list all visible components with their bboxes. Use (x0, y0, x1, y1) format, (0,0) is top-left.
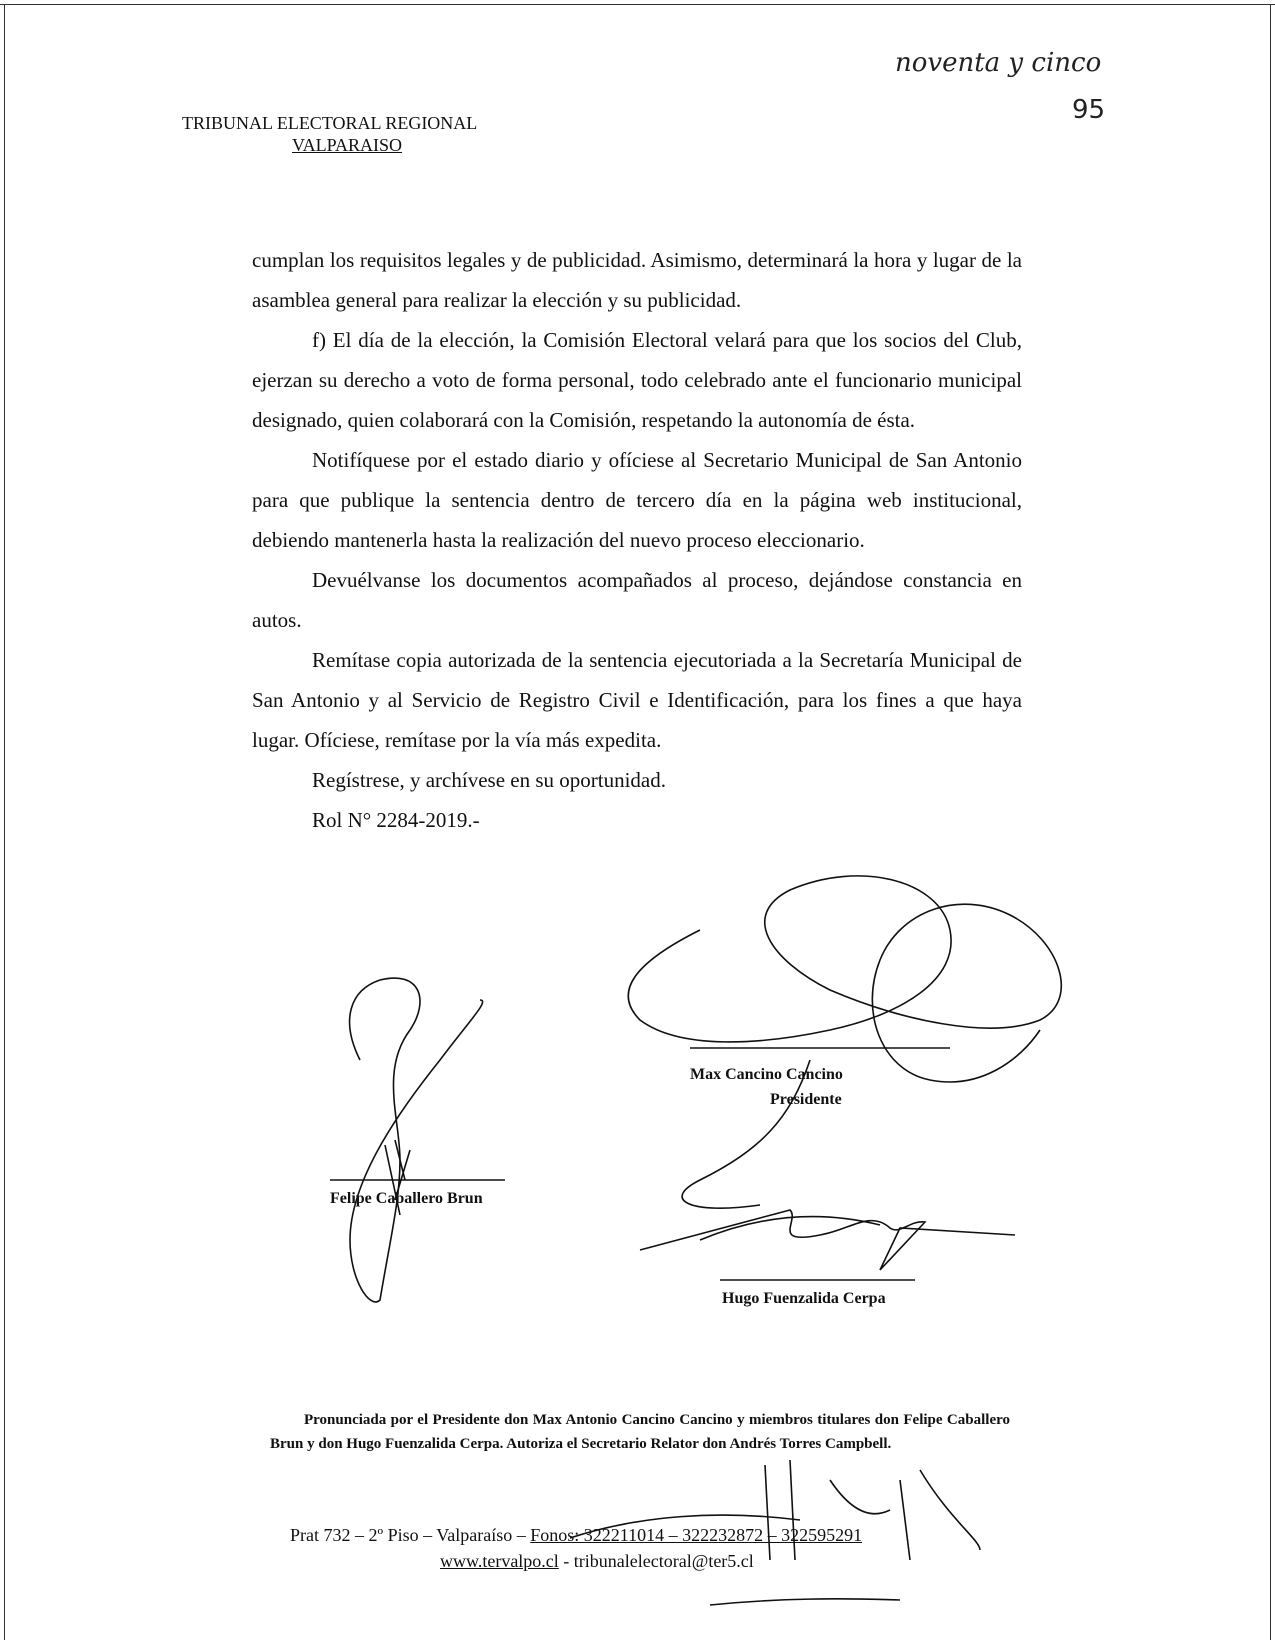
paragraph-3: Notifíquese por el estado diario y ofíciese al Secretario Municipal de San Antonio para que publique la sentencia dentro de tercero día en la página web institucional, debiendo mantenerla hasta la realización del nuevo proceso eleccionario. (252, 448, 1022, 552)
separator: - (558, 1551, 574, 1571)
paragraph-7: Rol N° 2284-2019.- (312, 808, 480, 832)
member1-signature-stroke (350, 978, 483, 1302)
page-border-left (4, 4, 5, 1640)
president-title: Presidente (770, 1091, 842, 1108)
page-border-right (1270, 4, 1271, 1640)
member2-name: Hugo Fuenzalida Cerpa (722, 1290, 886, 1307)
secretary-signature-stroke (710, 1599, 900, 1605)
contact-footer (290, 1522, 990, 1574)
header-line-2: VALPARAISO (292, 135, 403, 155)
website-link[interactable]: www.tervalpo.cl (440, 1551, 559, 1571)
handwritten-annotation: noventa y cinco (895, 48, 1102, 78)
pronouncement-note (270, 1408, 1010, 1456)
handwritten-page-number: 95 (1072, 95, 1106, 125)
paragraph-6: Regístrese, y archívese en su oportunidad. (312, 768, 666, 792)
president-name: Max Cancino Cancino (690, 1066, 843, 1083)
pronouncement-text: Pronunciada por el Presidente don Max Antonio Cancino Cancino y miembros titulares don Felipe Caballero Brun y don Hugo Fuenzalida Cerpa. Autoriza el Secretario Relator don Andrés Torres Campbell. (270, 1412, 1010, 1452)
member2-signature-stroke (640, 1210, 1015, 1270)
email[interactable]: tribunalelectoral@ter5.cl (573, 1551, 754, 1571)
page-border-top (0, 4, 1275, 5)
address: Prat 732 – 2º Piso – Valparaíso – (290, 1525, 531, 1545)
header-line-1: TRIBUNAL ELECTORAL REGIONAL (182, 113, 478, 133)
paragraph-5: Remítase copia autorizada de la sentencia ejecutoriada a la Secretaría Municipal de San Antonio y al Servicio de Registro Civil e Identificación, para los fines a que haya lugar. Ofíciese, remítase por la vía más expedita. (252, 648, 1022, 752)
phones: Fonos: 322211014 – 322232872 – 322595291 (530, 1525, 863, 1545)
paragraph-1: cumplan los requisitos legales y de publicidad. Asimismo, determinará la hora y lugar de la asamblea general para realizar la elección y su publicidad. (252, 248, 1022, 312)
paragraph-2: f) El día de la elección, la Comisión Electoral velará para que los socios del Club, ejerzan su derecho a voto de forma personal, todo celebrado ante el funcionario municipal designado, quien colaborará con la Comisión, respetando la autonomía de ésta. (252, 328, 1022, 432)
president-signature-stroke (628, 876, 1061, 1082)
document-header (182, 112, 477, 156)
document-body (252, 240, 1022, 840)
contact-line-2 (440, 1548, 990, 1574)
member2-signature-stroke (700, 1217, 880, 1240)
paragraph-4: Devuélvanse los documentos acompañados al proceso, dejándose constancia en autos. (252, 568, 1022, 632)
member1-name: Felipe Caballero Brun (330, 1190, 483, 1207)
contact-line-1 (290, 1522, 990, 1548)
